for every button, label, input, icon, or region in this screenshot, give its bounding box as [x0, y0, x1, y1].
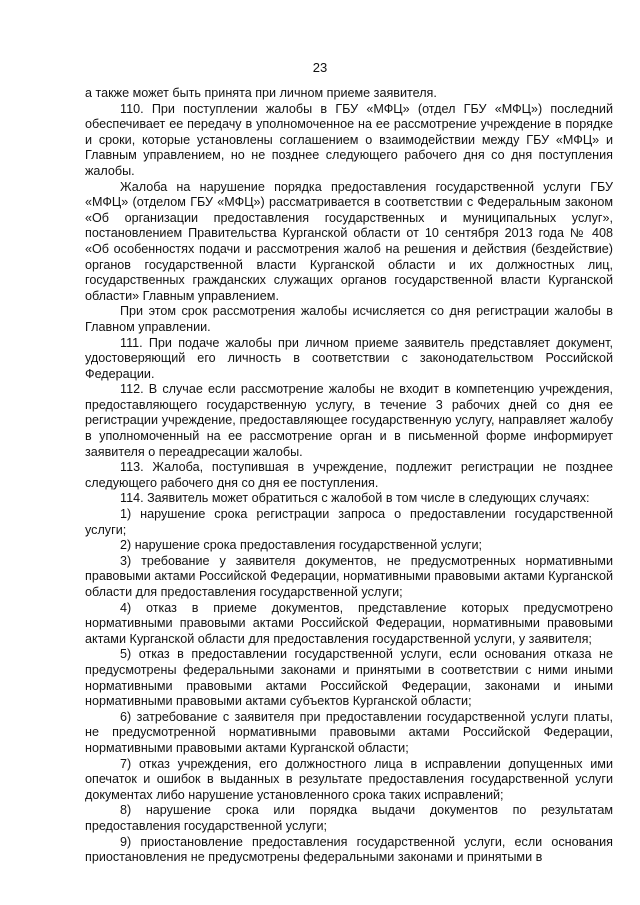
paragraph-continuation: а также может быть принята при личном приеме заявителя. — [85, 86, 437, 100]
document-body — [85, 86, 613, 866]
list-item-1: 1) нарушение срока регистрации запроса о предоставлении государственной услуги; — [85, 507, 613, 537]
list-item-4: 4) отказ в приеме документов, представление которых предусмотрено нормативными правовыми актами Российской Федерации, нормативными правовыми актами Курганской области для предоставления государственной услуги, у заявителя; — [85, 600, 613, 646]
list-item-2: 2) нарушение срока предоставления государственной услуги; — [120, 538, 483, 553]
paragraph-111: 111. При подаче жалобы при личном приеме заявитель представляет документ, удостоверяющий его личность в соответствии с законодательством Российской Федерации. — [85, 335, 613, 381]
list-item-6: 6) затребование с заявителя при предоставлении государственной услуги платы, не предусмотренной нормативными правовыми актами Российской Федерации, нормативными правовыми актами Курганской области; — [85, 709, 613, 755]
list-item-8: 8) нарушение срока или порядка выдачи документов по результатам предоставления государственной услуги; — [85, 803, 613, 833]
paragraph-112: 112. В случае если рассмотрение жалобы не входит в компетенцию учреждения, предоставляющего государственную услугу, в течение 3 рабочих дней со дня ее регистрации учреждение, предоставляющее государственную услугу, направляет жалобу в уполномоченный на ее рассмотрение орган и в письменной форме информирует заявителя о переадресации жалобы. — [85, 382, 613, 459]
list-item-9: 9) приостановление предоставления государственной услуги, если основания приостановления не предусмотрены федеральными законами и принятыми в — [85, 834, 613, 865]
list-item-3: 3) требование у заявителя документов, не предусмотренных нормативными правовыми актами Российской Федерации, нормативными правовыми актами Курганской области для предоставления государственной услуги; — [85, 553, 613, 599]
paragraph-110: 110. При поступлении жалобы в ГБУ «МФЦ» (отдел ГБУ «МФЦ») последний обеспечивает ее передачу в уполномоченное на ее рассмотрение учреждение в порядке и сроки, которые установлены соглашением о взаимодействии между ГБУ «МФЦ» и Главным управлением, но не позднее следующего рабочего дня со дня поступления жалобы. — [85, 101, 613, 178]
list-item-5: 5) отказ в предоставлении государственной услуги, если основания отказа не предусмотрены федеральными законами и принятыми в соответствии с ними иными нормативными правовыми актами Российской Федерации, законами и иными нормативными правовыми актами субъектов Курганской области; — [85, 647, 613, 709]
page-number: 23 — [312, 60, 328, 75]
paragraph-review-term: При этом срок рассмотрения жалобы исчисляется со дня регистрации жалобы в Главном управлении. — [85, 304, 613, 334]
paragraph-113: 113. Жалоба, поступившая в учреждение, подлежит регистрации не позднее следующего рабочего дня со дня ее поступления. — [85, 460, 613, 490]
paragraph-114: 114. Заявитель может обратиться с жалобой в том числе в следующих случаях: — [120, 491, 590, 506]
paragraph-complaint-review: Жалоба на нарушение порядка предоставления государственной услуги ГБУ «МФЦ» (отделом ГБУ «МФЦ») рассматривается в соответствии с Федеральным законом «Об организации предоставления государственных и муниципальных услуг», постановлением Правительства Курганской области от 10 сентября 2013 года № 408 «Об особенностях подачи и рассмотрения жалоб на решения и действия (бездействие) органов государственной власти Курганской области и их должностных лиц, государственных гражданских служащих органов государственной власти Курганской области» Главным управлением. — [85, 179, 613, 303]
list-item-7: 7) отказ учреждения, его должностного лица в исправлении допущенных ими опечаток и ошибок в выданных в результате предоставления государственной услуги документах либо нарушение установленного срока таких исправлений; — [85, 756, 613, 802]
